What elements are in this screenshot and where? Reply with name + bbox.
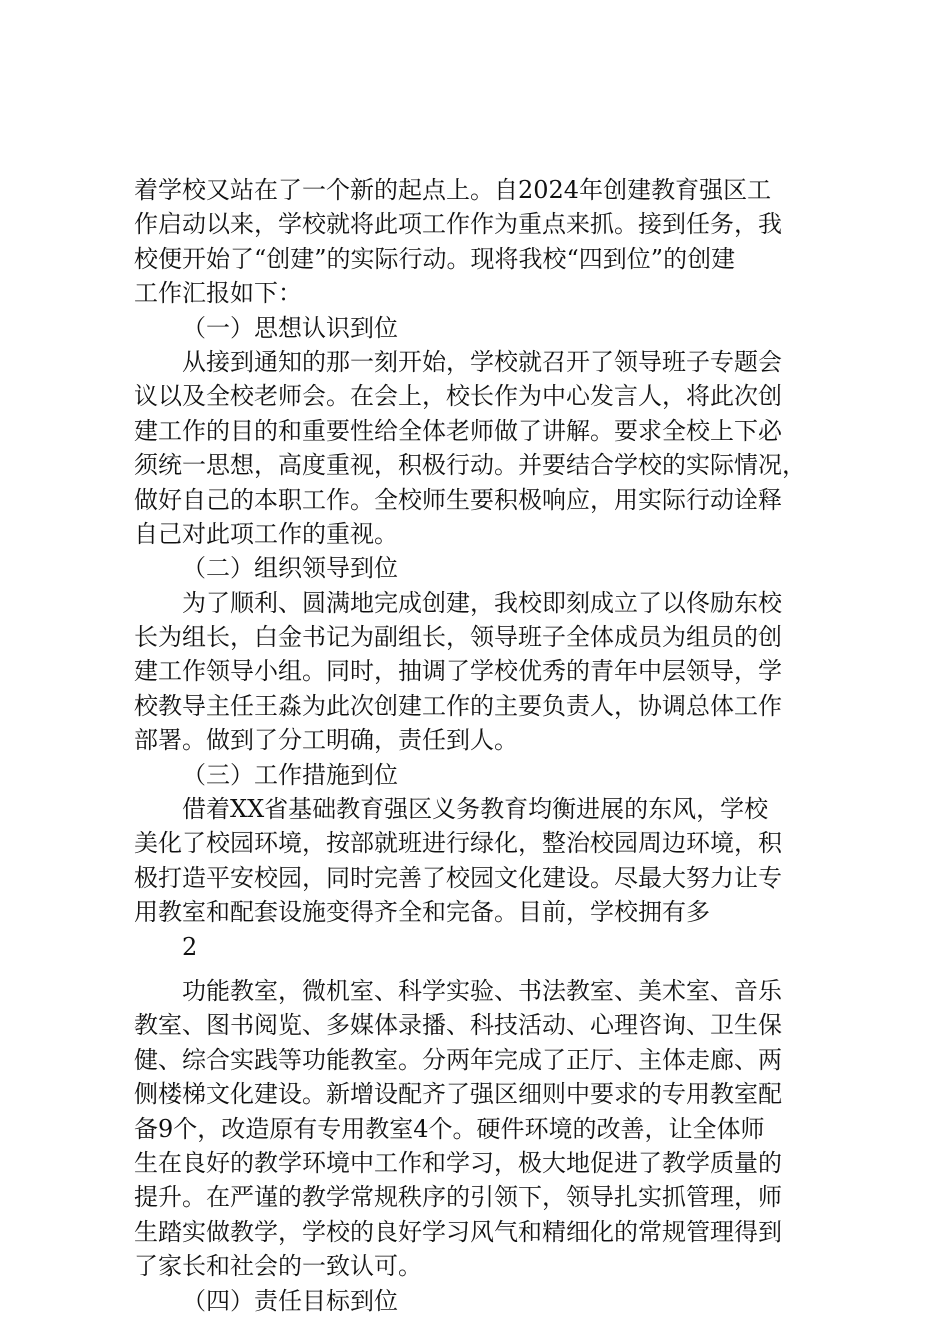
paragraph-line: 着学校又站在了一个新的起点上。自2024年创建教育强区工 <box>134 176 772 204</box>
paragraph-line: 极打造平安校园，同时完善了校园文化建设。尽最大努力让专 <box>134 863 782 892</box>
paragraph-line: 建工作的目的和重要性给全体老师做了讲解。要求全校上下必 <box>134 416 782 445</box>
document-body <box>134 173 834 1318</box>
paragraph-line: 工作汇报如下： <box>134 279 302 308</box>
paragraph-line: 美化了校园环境，按部就班进行绿化，整治校园周边环境，积 <box>134 829 782 858</box>
paragraph-line: 了家长和社会的一致认可。 <box>134 1252 422 1281</box>
paragraph-line: 须统一思想，高度重视，积极行动。并要结合学校的实际情况， <box>134 451 806 480</box>
paragraph-line: 健、综合实践等功能教室。分两年完成了正厅、主体走廊、两 <box>134 1045 782 1074</box>
paragraph-line: 提升。在严谨的教学常规秩序的引领下，领导扎实抓管理，师 <box>134 1183 782 1212</box>
paragraph-line: 功能教室，微机室、科学实验、书法教室、美术室、音乐 <box>182 976 782 1005</box>
paragraph-line: 备9个，改造原有专用教室4个。硬件环境的改善，让全体师 <box>134 1114 765 1143</box>
paragraph-line: 做好自己的本职工作。全校师生要积极响应，用实际行动诠释 <box>134 485 782 514</box>
paragraph-line: 教室、图书阅览、多媒体录播、科技活动、心理咨询、卫生保 <box>134 1011 782 1040</box>
section-heading-3: （三）工作措施到位 <box>182 760 398 789</box>
paragraph-line: 校教导主任王淼为此次创建工作的主要负责人，协调总体工作 <box>134 691 782 720</box>
page-number: 2 <box>182 932 198 961</box>
section-heading-2: （二）组织领导到位 <box>182 554 398 583</box>
paragraph-line: 生踏实做教学，学校的良好学习风气和精细化的常规管理得到 <box>134 1217 782 1246</box>
paragraph-line: 建工作领导小组。同时，抽调了学校优秀的青年中层领导，学 <box>134 657 782 686</box>
paragraph-line: 议以及全校老师会。在会上，校长作为中心发言人，将此次创 <box>134 382 782 411</box>
paragraph-line: 侧楼梯文化建设。新增设配齐了强区细则中要求的专用教室配 <box>134 1080 782 1109</box>
paragraph-line: 自己对此项工作的重视。 <box>134 519 398 548</box>
paragraph-line: 用教室和配套设施变得齐全和完备。目前，学校拥有多 <box>134 898 710 927</box>
paragraph-line: 校便开始了“创建”的实际行动。现将我校“四到位”的创建 <box>134 244 736 273</box>
paragraph-line: 借着XX省基础教育强区义务教育均衡进展的东风，学校 <box>182 795 769 824</box>
paragraph-line: 从接到通知的那一刻开始，学校就召开了领导班子专题会 <box>182 347 782 376</box>
paragraph-line: 生在良好的教学环境中工作和学习，极大地促进了教学质量的 <box>134 1148 782 1177</box>
paragraph-line: 部署。做到了分工明确，责任到人。 <box>134 726 518 755</box>
section-heading-1: （一）思想认识到位 <box>182 313 398 342</box>
paragraph-line: 为了顺利、圆满地完成创建，我校即刻成立了以佟励东校 <box>182 588 782 617</box>
paragraph-line: 长为组长，白金书记为副组长，领导班子全体成员为组员的创 <box>134 623 782 652</box>
paragraph-line: 作启动以来，学校就将此项工作作为重点来抓。接到任务，我 <box>134 210 782 239</box>
section-heading-4: （四）责任目标到位 <box>182 1286 398 1315</box>
